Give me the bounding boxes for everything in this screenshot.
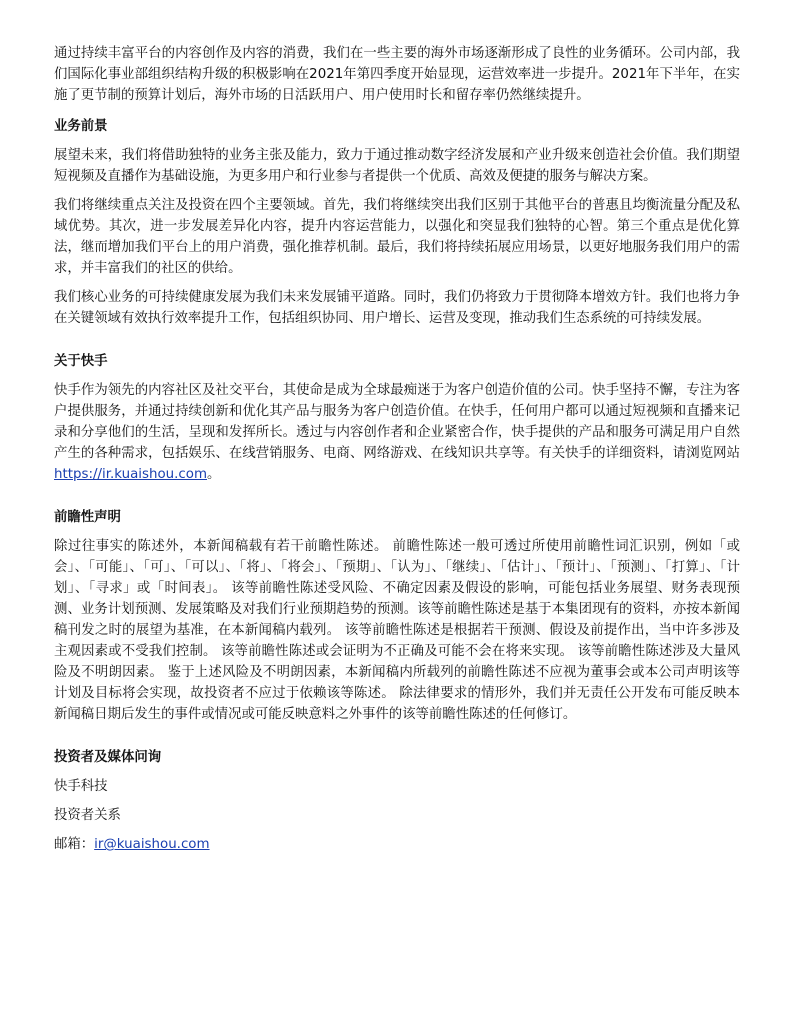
contact-department: 投资者关系 [54,808,121,823]
contact-heading: 投资者及媒体问询 [54,750,162,765]
about-text: 快手作为领先的内容社区及社交平台，其使命是成为全球最痴迷于为客户创造价值的公司。快手坚持不懈，专注为客户提供服务，并通过持续创新和优化其产品与服务为客户创造价值。在快手，任何用户都可以通过短视频和直播来记录和分享他们的生活，呈现和发挥所长。透过与内容创作者和企业紧密合作，快手提供的产品和服务可满足用户自然产生的各种需求，包括娱乐、在线营销服务、电商、网络游戏、在线知识共享等。有关快手的详细资料，请浏览网站 [54,383,740,461]
contact-company: 快手科技 [54,779,108,794]
outlook-paragraph-3: 我们核心业务的可持续健康发展为我们未来发展铺平道路。同时，我们仍将致力于贯彻降本增效方针。我们也将力争在关键领域有效执行效率提升工作，包括组织协同、用户增长、运营及变现，推动我们生态系统的可持续发展。 [54,290,740,326]
outlook-paragraph-2: 我们将继续重点关注及投资在四个主要领域。首先，我们将继续突出我们区别于其他平台的普惠且均衡流量分配及私域优势。其次，进一步发展差异化内容，提升内容运营能力，以强化和突显我们独特的心智。第三个重点是优化算法，继而增加我们平台上的用户消费，强化推荐机制。最后，我们将持续拓展应用场景，以更好地服务我们用户的需求，并丰富我们的社区的供给。 [54,198,740,276]
about-end: 。 [207,467,221,482]
about-paragraph [54,380,740,485]
contact-email-line [54,834,740,855]
email-link[interactable]: ir@kuaishou.com [94,837,210,852]
outlook-heading: 业务前景 [54,119,108,134]
forward-looking-paragraph: 除过往事实的陈述外，本新闻稿载有若干前瞻性陈述。 前瞻性陈述一般可透过所使用前瞻性词汇识别，例如「或会」、「可能」、「可」、「可以」、「将」、「将会」、「预期」、「认为」、「继续」、「估计」、「预计」、「预测」、「打算」、「计划」、「寻求」或「时间表」。 该等前瞻性陈述受风险、不确定因素及假设的影响，可能包括业务展望、财务表现预测、业务计划预测、发展策略及对我们行业预期趋势的预测。该等前瞻性陈述是基于本集团现有的资料，亦按本新闻稿刊发之时的展望为基准，在本新闻稿内载列。 该等前瞻性陈述是根据若干预测、假设及前提作出，当中许多涉及主观因素或不受我们控制。 该等前瞻性陈述或会证明为不正确及可能不会在将来实现。 该等前瞻性陈述涉及大量风险及不明朗因素。 鉴于上述风险及不明朗因素，本新闻稿内所载列的前瞻性陈述不应视为董事会或本公司声明该等计划及目标将会实现，故投资者不应过于依赖该等陈述。 除法律要求的情形外，我们并无责任公开发布可能反映本新闻稿日期后发生的事件或情况或可能反映意料之外事件的该等前瞻性陈述的任何修订。 [54,539,740,722]
website-link[interactable]: https://ir.kuaishou.com [54,467,208,482]
about-heading: 关于快手 [54,354,108,369]
email-label: 邮箱： [54,837,95,852]
outlook-paragraph-1: 展望未来，我们将借助独特的业务主张及能力，致力于通过推动数字经济发展和产业升级来创造社会价值。我们期望短视频及直播作为基础设施，为更多用户和行业参与者提供一个优质、高效及便捷的服务与解决方案。 [54,148,740,184]
press-release-page [54,43,740,855]
intro-paragraph: 通过持续丰富平台的内容创作及内容的消费，我们在一些主要的海外市场逐渐形成了良性的业务循环。公司内部，我们国际化事业部组织结构升级的积极影响在2021年第四季度开始显现，运营效率进一步提升。2021年下半年，在实施了更节制的预算计划后，海外市场的日活跃用户、用户使用时长和留存率仍然继续提升。 [54,46,740,103]
forward-looking-heading: 前瞻性声明 [54,510,121,525]
